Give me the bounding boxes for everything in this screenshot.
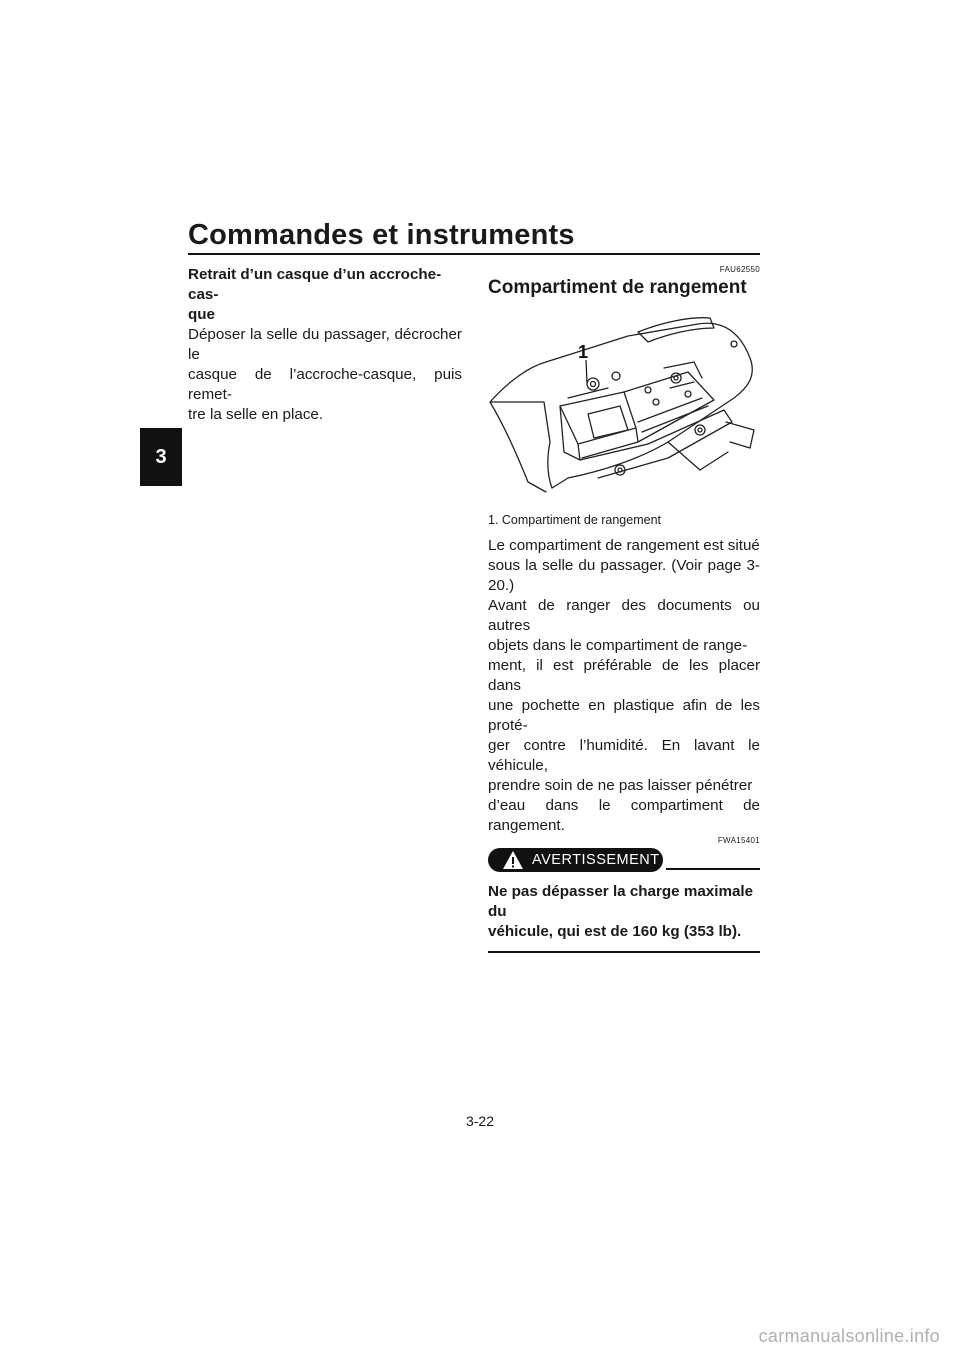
body-line: sous la selle du passager. (Voir page 3-20.) — [488, 557, 760, 594]
body-line: une pochette en plastique afin de les proté- — [488, 697, 760, 734]
chapter-tab: 3 — [140, 428, 182, 486]
figure-caption: 1. Compartiment de rangement — [488, 513, 662, 527]
warning-text — [488, 882, 760, 942]
subheading-line-1: Retrait d’un casque d’un accroche-cas- — [188, 266, 442, 303]
page-title: Commandes et instruments — [188, 219, 575, 251]
body-line: Avant de ranger des documents ou autres — [488, 597, 760, 634]
subheading-line-2: que — [188, 306, 216, 323]
storage-compartment-illustration — [488, 302, 760, 512]
watermark: carmanualsonline.info — [758, 1326, 940, 1346]
warning-triangle-icon — [502, 850, 524, 870]
body-line: prendre soin de ne pas laisser pénétrer — [488, 777, 753, 794]
title-rule — [188, 253, 760, 255]
page-number: 3-22 — [465, 1113, 495, 1129]
body-line: objets dans le compartiment de range- — [488, 637, 748, 654]
right-column — [488, 265, 760, 953]
section-title: Compartiment de rangement — [488, 277, 747, 298]
warning-end-rule — [488, 951, 760, 953]
left-column — [188, 265, 462, 425]
warning-code: FWA15401 — [717, 836, 760, 845]
body-line: tre la selle en place. — [188, 406, 324, 423]
body-line: ger contre l’humidité. En lavant le véhicule, — [488, 737, 760, 774]
body-line: ment, il est préférable de les placer dans — [488, 657, 760, 694]
warning-line: Ne pas dépasser la charge maximale du — [488, 883, 754, 920]
figure-callout: 1 — [578, 342, 589, 362]
body-line: Déposer la selle du passager, décrocher le — [188, 326, 462, 363]
section-code: FAU62550 — [719, 265, 760, 274]
body-line: casque de l’accroche-casque, puis remet- — [188, 366, 462, 403]
callout-leader — [586, 360, 587, 383]
warning-label: AVERTISSEMENT — [532, 852, 660, 868]
warning-badge — [488, 848, 663, 872]
motorcycle-seat-drawing — [488, 302, 760, 512]
body-line: Le compartiment de rangement est situé — [488, 537, 760, 554]
warning-header — [488, 848, 760, 874]
body-line: d’eau dans le compartiment de rangement. — [488, 797, 760, 834]
warning-line: véhicule, qui est de 160 kg (353 lb). — [488, 923, 742, 940]
warning-rule — [666, 868, 760, 870]
